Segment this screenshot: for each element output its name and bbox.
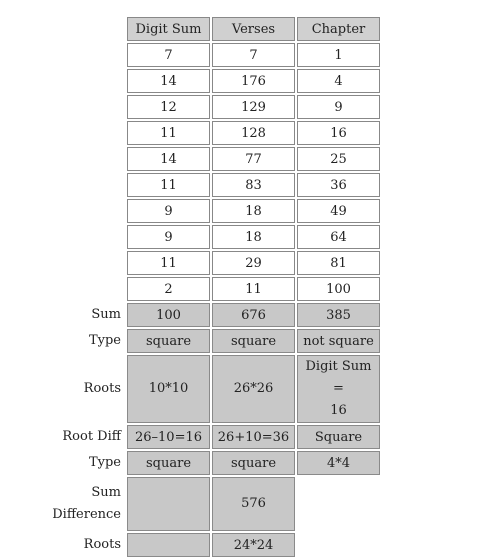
type-chapter: not square xyxy=(297,329,380,353)
type-verses: square xyxy=(212,329,295,353)
table-row xyxy=(40,199,380,223)
cell-chapter: 36 xyxy=(297,173,380,197)
header-row xyxy=(40,17,380,41)
cell-digit-sum: 9 xyxy=(127,199,210,223)
table-row xyxy=(40,173,380,197)
cell-verses: 18 xyxy=(212,225,295,249)
table-row xyxy=(40,43,380,67)
sum-difference-chapter-empty xyxy=(297,477,380,531)
row-label xyxy=(40,121,125,145)
root-diff-row xyxy=(40,425,380,449)
cell-digit-sum: 11 xyxy=(127,173,210,197)
root-diff-verses: 26+10=36 xyxy=(212,425,295,449)
row-label xyxy=(40,173,125,197)
sum-row xyxy=(40,303,380,327)
cell-verses: 18 xyxy=(212,199,295,223)
cell-chapter: 9 xyxy=(297,95,380,119)
header-digit-sum: Digit Sum xyxy=(127,17,210,41)
cell-chapter: 16 xyxy=(297,121,380,145)
roots2-row xyxy=(40,533,380,557)
table-row xyxy=(40,277,380,301)
row-label xyxy=(40,95,125,119)
cell-verses: 11 xyxy=(212,277,295,301)
roots2-chapter-empty xyxy=(297,533,380,557)
roots-chapter-line1: Digit Sum = xyxy=(305,359,372,396)
row-label xyxy=(40,43,125,67)
row-label xyxy=(40,277,125,301)
sum-difference-digit-sum xyxy=(127,477,210,531)
sum-label: Sum xyxy=(91,307,121,322)
root-diff-label: Root Diff xyxy=(62,429,121,444)
cell-chapter: 25 xyxy=(297,147,380,171)
type-row xyxy=(40,329,380,353)
cell-verses: 83 xyxy=(212,173,295,197)
cell-chapter: 49 xyxy=(297,199,380,223)
roots-label: Roots xyxy=(83,381,121,396)
type2-digit-sum: square xyxy=(127,451,210,475)
header-chapter: Chapter xyxy=(297,17,380,41)
table-row xyxy=(40,225,380,249)
row-label xyxy=(40,251,125,275)
table-row xyxy=(40,95,380,119)
cell-verses: 7 xyxy=(212,43,295,67)
roots2-verses: 24*24 xyxy=(212,533,295,557)
sum-digit-sum: 100 xyxy=(127,303,210,327)
type2-chapter: 4*4 xyxy=(297,451,380,475)
cell-digit-sum: 14 xyxy=(127,147,210,171)
row-label xyxy=(40,147,125,171)
root-diff-digit-sum: 26–10=16 xyxy=(127,425,210,449)
sum-difference-label xyxy=(40,477,125,531)
roots-row xyxy=(40,355,380,423)
cell-verses: 77 xyxy=(212,147,295,171)
sum-difference-label-line2: Difference xyxy=(52,507,121,522)
cell-verses: 176 xyxy=(212,69,295,93)
sum-chapter: 385 xyxy=(297,303,380,327)
cell-chapter: 64 xyxy=(297,225,380,249)
roots-chapter-line2: 16 xyxy=(330,403,347,418)
type-digit-sum: square xyxy=(127,329,210,353)
type2-row xyxy=(40,451,380,475)
table-row xyxy=(40,147,380,171)
table-row xyxy=(40,69,380,93)
cell-digit-sum: 14 xyxy=(127,69,210,93)
table-row xyxy=(40,251,380,275)
verse-chapter-table xyxy=(38,15,382,559)
sum-verses: 676 xyxy=(212,303,295,327)
roots2-digit-sum xyxy=(127,533,210,557)
cell-digit-sum: 9 xyxy=(127,225,210,249)
cell-digit-sum: 2 xyxy=(127,277,210,301)
row-label xyxy=(40,69,125,93)
header-verses: Verses xyxy=(212,17,295,41)
sum-difference-label-line1: Sum xyxy=(91,485,121,500)
sum-difference-row xyxy=(40,477,380,531)
roots2-label: Roots xyxy=(83,537,121,552)
roots-verses: 26*26 xyxy=(212,355,295,423)
cell-digit-sum: 7 xyxy=(127,43,210,67)
cell-digit-sum: 11 xyxy=(127,251,210,275)
cell-chapter: 4 xyxy=(297,69,380,93)
root-diff-chapter: Square xyxy=(297,425,380,449)
row-label xyxy=(40,199,125,223)
cell-verses: 29 xyxy=(212,251,295,275)
type-label: Type xyxy=(88,333,121,348)
roots-digit-sum: 10*10 xyxy=(127,355,210,423)
row-label xyxy=(40,225,125,249)
type2-verses: square xyxy=(212,451,295,475)
cell-chapter: 81 xyxy=(297,251,380,275)
type2-label: Type xyxy=(88,455,121,470)
cell-chapter: 1 xyxy=(297,43,380,67)
table-row xyxy=(40,121,380,145)
corner-cell xyxy=(40,17,125,41)
cell-chapter: 100 xyxy=(297,277,380,301)
cell-digit-sum: 11 xyxy=(127,121,210,145)
cell-verses: 129 xyxy=(212,95,295,119)
cell-verses: 128 xyxy=(212,121,295,145)
cell-digit-sum: 12 xyxy=(127,95,210,119)
sum-difference-verses: 576 xyxy=(212,477,295,531)
roots-chapter xyxy=(297,355,380,423)
